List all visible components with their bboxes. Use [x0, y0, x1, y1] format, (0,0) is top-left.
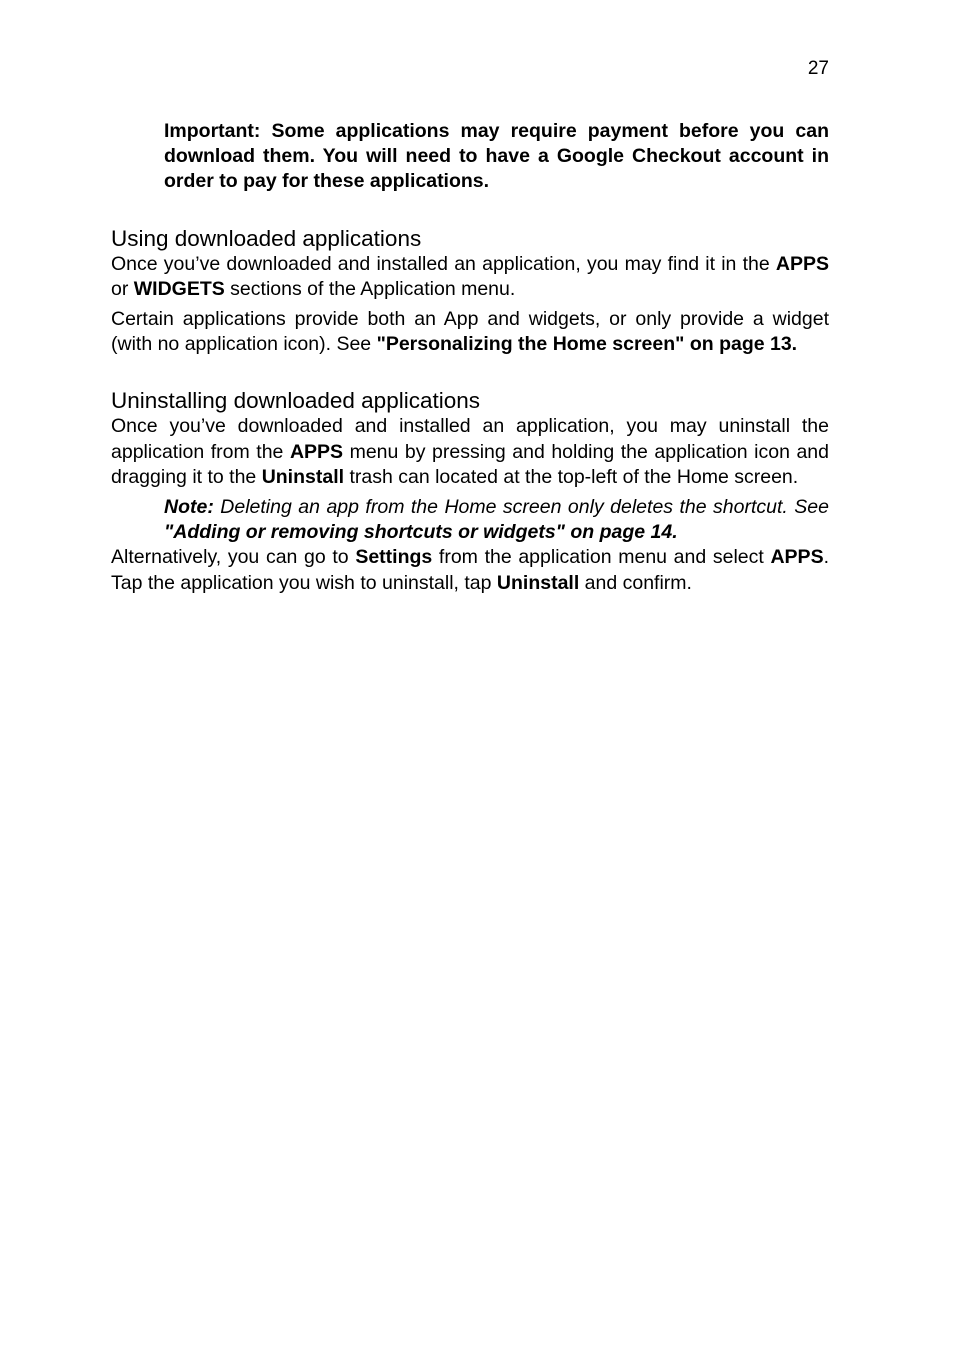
paragraph-uninstall: Once you’ve downloaded and installed an application, you may uninstall the application from the APPS menu by pressing and holding the application icon and dragging it to the Uninstall trash can located at the top-left of the Home screen. — [111, 415, 829, 488]
cross-reference-shortcuts: "Adding or removing shortcuts or widgets" on page 14. — [164, 521, 678, 544]
page-content — [111, 119, 829, 596]
paragraph-widgets: Certain applications provide both an App and widgets, or only provide a widget (with no application icon). See "Personalizing the Home screen" on page 13. — [111, 308, 829, 356]
important-notice: Important: Some applications may require payment before you can download them. You will need to have a Google Checkout account in order to pay for these applications. — [164, 120, 829, 193]
note-shortcut: Note: Deleting an app from the Home screen only deletes the shortcut. See "Adding or removing shortcuts or widgets" on page 14. — [164, 496, 829, 544]
paragraph-find-apps: Once you’ve downloaded and installed an application, you may find it in the APPS or WIDGETS sections of the Application menu. — [111, 252, 829, 300]
section-heading-uninstalling: Uninstalling downloaded applications — [111, 388, 480, 414]
section-heading-using: Using downloaded applications — [111, 225, 422, 251]
paragraph-settings: Alternatively, you can go to Settings from the application menu and select APPS. Tap the application you wish to uninstall, tap Uninstall and confirm. — [111, 546, 829, 594]
cross-reference-personalizing: "Personalizing the Home screen" on page 13. — [376, 333, 798, 356]
note-label: Note: — [164, 496, 214, 519]
page-number: 27 — [807, 58, 829, 79]
